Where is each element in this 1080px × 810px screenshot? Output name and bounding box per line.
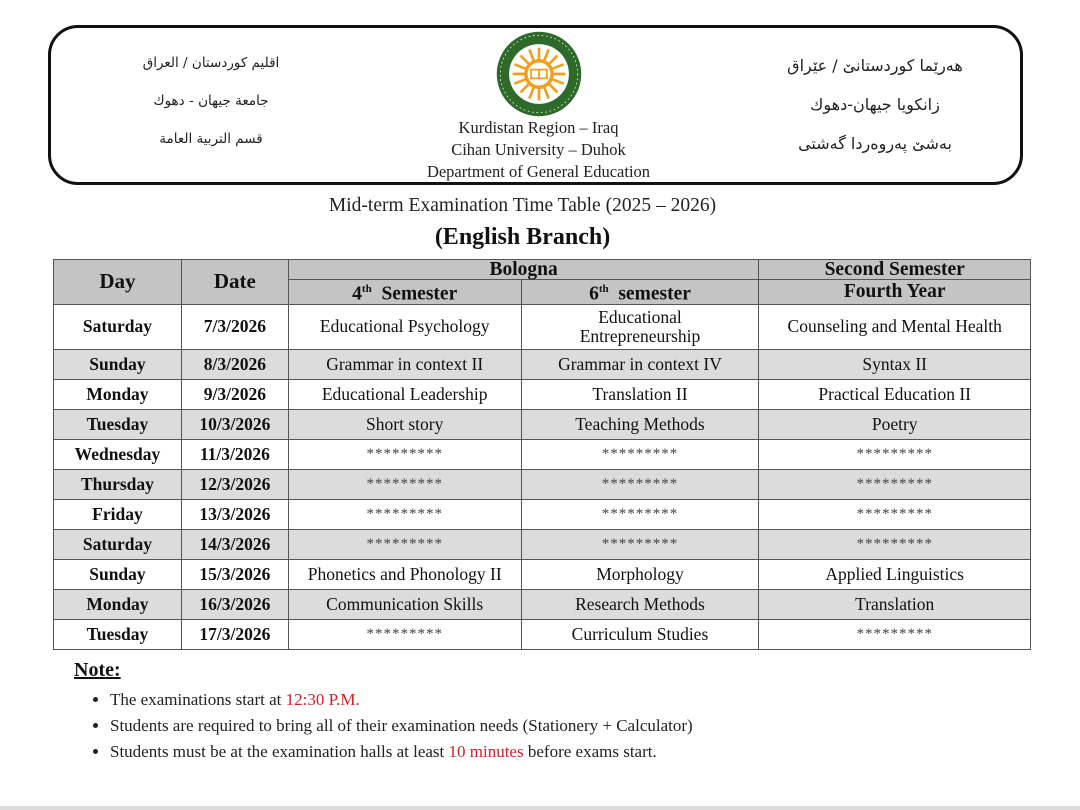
header-fourth-year: Fourth Year bbox=[759, 280, 1031, 305]
arabic-line: جامعة جيهان - دهوك bbox=[153, 93, 269, 109]
date-cell: 9/3/2026 bbox=[181, 379, 288, 409]
subject-4th-semester: Communication Skills bbox=[288, 589, 521, 619]
subject-6th-semester: Grammar in context IV bbox=[521, 349, 759, 379]
subject-4th-semester: Short story bbox=[288, 409, 521, 439]
table-row bbox=[54, 439, 1031, 469]
subject-4th-semester: ********* bbox=[288, 499, 521, 529]
day-cell: Saturday bbox=[54, 304, 182, 349]
subject-fourth-year: ********* bbox=[759, 439, 1031, 469]
date-cell: 14/3/2026 bbox=[181, 529, 288, 559]
subject-6th-semester: Educational Entrepreneurship bbox=[521, 304, 759, 349]
kurdish-line: زانكويا جيهان-دهوك bbox=[810, 95, 940, 114]
subject-fourth-year: ********* bbox=[759, 469, 1031, 499]
day-cell: Tuesday bbox=[54, 619, 182, 649]
subject-fourth-year: Translation bbox=[759, 589, 1031, 619]
subject-6th-semester: ********* bbox=[521, 529, 759, 559]
table-row bbox=[54, 469, 1031, 499]
subject-6th-semester: Morphology bbox=[521, 559, 759, 589]
subject-6th-semester: Teaching Methods bbox=[521, 409, 759, 439]
table-row bbox=[54, 529, 1031, 559]
arabic-header bbox=[111, 44, 311, 158]
date-cell: 12/3/2026 bbox=[181, 469, 288, 499]
date-cell: 11/3/2026 bbox=[181, 439, 288, 469]
arabic-line: قسم التربية العامة bbox=[159, 131, 263, 147]
day-cell: Thursday bbox=[54, 469, 182, 499]
day-cell: Saturday bbox=[54, 529, 182, 559]
date-cell: 7/3/2026 bbox=[181, 304, 288, 349]
table-row bbox=[54, 589, 1031, 619]
day-cell: Monday bbox=[54, 589, 182, 619]
table-row bbox=[54, 349, 1031, 379]
note-item: • The examinations start at 12:30 P.M. bbox=[110, 687, 693, 713]
date-cell: 10/3/2026 bbox=[181, 409, 288, 439]
table-row bbox=[54, 304, 1031, 349]
header-4th-semester: 4th Semester bbox=[288, 280, 521, 305]
day-cell: Wednesday bbox=[54, 439, 182, 469]
subject-4th-semester: Educational Psychology bbox=[288, 304, 521, 349]
date-cell: 8/3/2026 bbox=[181, 349, 288, 379]
english-line: Cihan University – Duhok bbox=[451, 140, 626, 159]
subject-6th-semester: ********* bbox=[521, 469, 759, 499]
subject-4th-semester: Educational Leadership bbox=[288, 379, 521, 409]
day-cell: Sunday bbox=[54, 559, 182, 589]
document-title: Mid-term Examination Time Table (2025 – 2026) bbox=[328, 195, 717, 216]
highlight-text: 10 minutes bbox=[448, 742, 524, 761]
header-day: Day bbox=[54, 260, 182, 305]
date-cell: 13/3/2026 bbox=[181, 499, 288, 529]
subject-6th-semester: Research Methods bbox=[521, 589, 759, 619]
subject-fourth-year: ********* bbox=[759, 619, 1031, 649]
english-header bbox=[401, 28, 676, 183]
letterhead bbox=[48, 25, 1023, 185]
english-line: Kurdistan Region – Iraq bbox=[458, 118, 619, 137]
notes-list bbox=[85, 687, 693, 765]
subject-4th-semester: ********* bbox=[288, 529, 521, 559]
kurdish-line: بەشێ پەروەردا گەشتی bbox=[798, 134, 952, 153]
table-row bbox=[54, 559, 1031, 589]
table-row bbox=[54, 499, 1031, 529]
subject-fourth-year: Practical Education II bbox=[759, 379, 1031, 409]
subject-6th-semester: ********* bbox=[521, 439, 759, 469]
header-date: Date bbox=[181, 260, 288, 305]
university-logo-icon bbox=[495, 30, 583, 118]
note-heading: Note: bbox=[74, 659, 121, 681]
date-cell: 16/3/2026 bbox=[181, 589, 288, 619]
highlight-text: 12:30 P.M. bbox=[285, 690, 360, 709]
subject-fourth-year: ********* bbox=[759, 499, 1031, 529]
subject-6th-semester: ********* bbox=[521, 499, 759, 529]
header-6th-semester: 6th semester bbox=[521, 280, 759, 305]
subject-fourth-year: Syntax II bbox=[759, 349, 1031, 379]
table-row bbox=[54, 379, 1031, 409]
subject-6th-semester: Curriculum Studies bbox=[521, 619, 759, 649]
day-cell: Monday bbox=[54, 379, 182, 409]
date-cell: 15/3/2026 bbox=[181, 559, 288, 589]
table-row bbox=[54, 409, 1031, 439]
header-second-semester: Second Semester bbox=[759, 260, 1031, 280]
table-row bbox=[54, 619, 1031, 649]
subject-fourth-year: Poetry bbox=[759, 409, 1031, 439]
kurdish-line: هەرێما كوردستانێ / عێراق bbox=[787, 56, 963, 75]
day-cell: Friday bbox=[54, 499, 182, 529]
bottom-divider bbox=[0, 806, 1080, 810]
subject-fourth-year: ********* bbox=[759, 529, 1031, 559]
subject-4th-semester: Grammar in context II bbox=[288, 349, 521, 379]
english-line: Department of General Education bbox=[426, 162, 651, 181]
day-cell: Sunday bbox=[54, 349, 182, 379]
subject-4th-semester: ********* bbox=[288, 619, 521, 649]
day-cell: Tuesday bbox=[54, 409, 182, 439]
subject-4th-semester: ********* bbox=[288, 469, 521, 499]
subject-6th-semester: Translation II bbox=[521, 379, 759, 409]
subject-4th-semester: ********* bbox=[288, 439, 521, 469]
subject-fourth-year: Counseling and Mental Health bbox=[759, 304, 1031, 349]
date-cell: 17/3/2026 bbox=[181, 619, 288, 649]
subject-4th-semester: Phonetics and Phonology II bbox=[288, 559, 521, 589]
arabic-line: اقليم كوردستان / العراق bbox=[142, 55, 280, 71]
note-item: • Students must be at the examination halls at least 10 minutes before exams start. bbox=[110, 739, 693, 765]
exam-timetable bbox=[53, 259, 1031, 650]
note-item: • Students are required to bring all of their examination needs (Stationery + Calculator) bbox=[110, 713, 693, 739]
kurdish-header bbox=[760, 46, 990, 163]
header-bologna: Bologna bbox=[288, 260, 759, 280]
document-subtitle: (English Branch) bbox=[434, 224, 611, 250]
subject-fourth-year: Applied Linguistics bbox=[759, 559, 1031, 589]
